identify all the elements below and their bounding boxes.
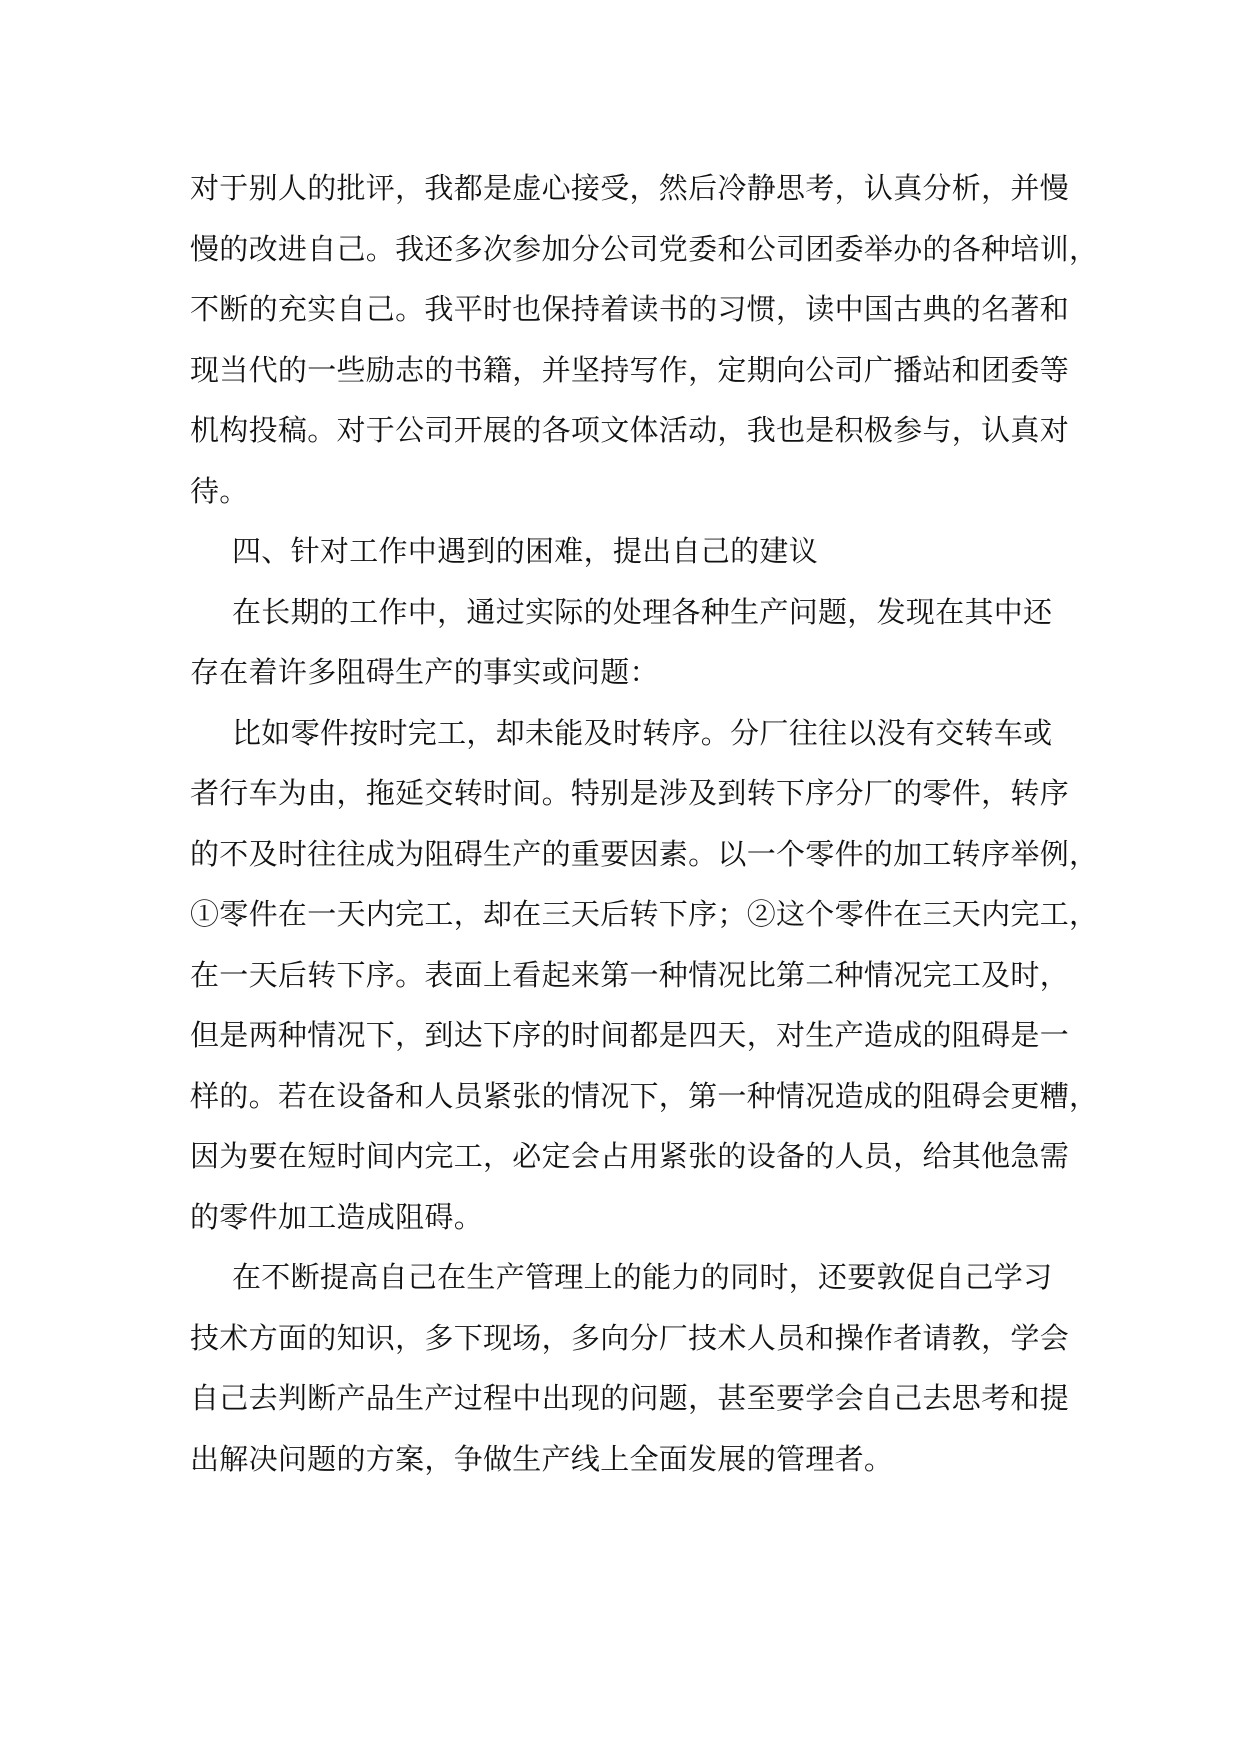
text-line: 在一天后转下序。表面上看起来第一种情况比第二种情况完工及时， — [190, 957, 1070, 992]
text-line: 存在着许多阻碍生产的事实或问题： — [190, 655, 659, 689]
text-line: 现当代的一些励志的书籍，并坚持写作，定期向公司广播站和团委等 — [190, 352, 1070, 387]
text-line: 在长期的工作中，通过实际的处理各种生产问题，发现在其中还 — [232, 594, 1053, 629]
text-line: 样的。若在设备和人员紧张的情况下，第一种情况造成的阻碍会更糟， — [190, 1078, 1099, 1113]
text-line: 者行车为由，拖延交转时间。特别是涉及到转下序分厂的零件，转序 — [190, 776, 1070, 810]
text-line: 出解决问题的方案，争做生产线上全面发展的管理者。 — [190, 1441, 894, 1476]
text-line: 的零件加工造成阻碍。 — [190, 1199, 484, 1234]
text-line: 但是两种情况下，到达下序的时间都是四天，对生产造成的阻碍是一 — [190, 1018, 1070, 1052]
text-line: 对于别人的批评，我都是虚心接受，然后冷静思考，认真分析，并慢 — [190, 171, 1070, 205]
paragraph-problems-intro — [190, 582, 1053, 703]
text-line: ①零件在一天内完工，却在三天后转下序；②这个零件在三天内完工， — [190, 897, 1099, 931]
text-line: 自己去判断产品生产过程中出现的问题，甚至要学会自己去思考和提 — [190, 1381, 1070, 1415]
section-heading — [190, 521, 1050, 582]
paragraph-transfer-example — [190, 703, 1099, 1248]
paragraph-learning-plan — [190, 1247, 1070, 1489]
text-line: 比如零件按时完工，却未能及时转序。分厂往往以没有交转车或 — [232, 715, 1053, 750]
text-line: 慢的改进自己。我还多次参加分公司党委和公司团委举办的各种培训， — [190, 231, 1099, 266]
text-line: 的不及时往往成为阻碍生产的重要因素。以一个零件的加工转序举例， — [190, 836, 1099, 871]
text-line: 技术方面的知识，多下现场，多向分厂技术人员和操作者请教，学会 — [190, 1320, 1070, 1355]
document-body — [190, 158, 1099, 1489]
text-line: 待。 — [190, 473, 249, 508]
paragraph-self-improvement — [190, 158, 1099, 521]
text-line: 在不断提高自己在生产管理上的能力的同时，还要敦促自己学习 — [232, 1260, 1053, 1294]
text-line: 机构投稿。对于公司开展的各项文体活动，我也是积极参与，认真对 — [190, 413, 1070, 447]
heading-line: 四、针对工作中遇到的困难，提出自己的建议 — [232, 534, 819, 568]
text-line: 因为要在短时间内完工，必定会占用紧张的设备的人员，给其他急需 — [190, 1139, 1070, 1173]
text-line: 不断的充实自己。我平时也保持着读书的习惯，读中国古典的名著和 — [190, 292, 1070, 326]
